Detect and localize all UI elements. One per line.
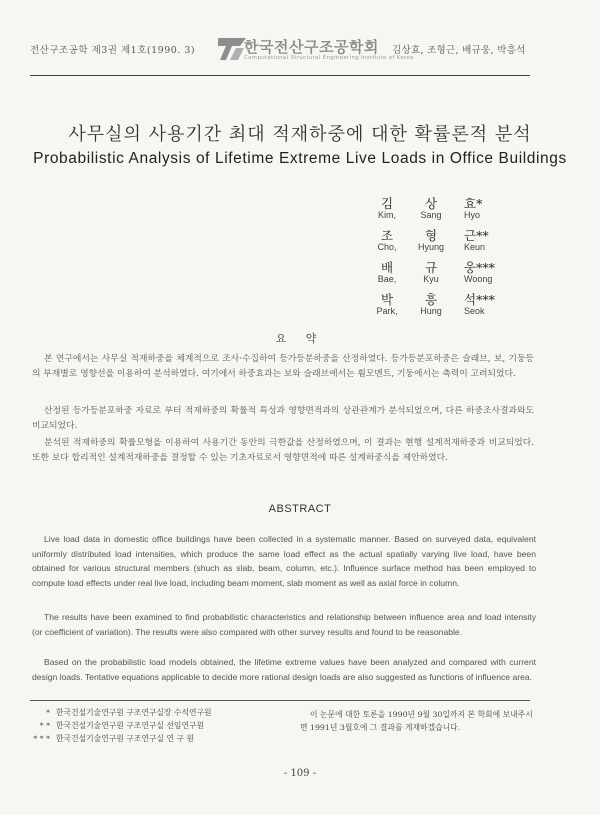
abstract-english-paragraph: Live load data in domestic office buildings have been collected in a systematic manner. Based on surveyed data, equivalent uniformly distributed load intensities, which produce the same load effect as the actual spatially varying live load, have been obtained for various structural members (shuch as slab, beam, column, etc.). Influence surface method has been employed to compute load effects under real live load, including beam moment, slab moment as well as axial force in column. (32, 534, 536, 588)
footnote-text: 한국건설기술연구원 구조연구실 연 구 원 (56, 734, 194, 743)
author-bae (368, 258, 538, 290)
author-name-part: Sang (420, 210, 442, 220)
footnote-rule (30, 700, 530, 701)
author-name-part: 조 (380, 228, 394, 243)
author-name-part: Cho, (377, 242, 397, 252)
society-name: 한국전산구조공학회 (244, 38, 379, 56)
footnote-mark: * * * (33, 734, 50, 743)
author-name-part: Keun (464, 242, 486, 252)
author-name-part: 배 (380, 260, 394, 275)
author-name-part: 효* (464, 196, 483, 211)
author-name-part: Kim, (378, 210, 396, 220)
author-kim (368, 194, 538, 226)
abstract-korean-paragraph: 본 연구에서는 사무실 적재하중을 체계적으로 조사·수집하여 등가등분하중을 산정하였다. 등가등분포하중은 슬래브, 보, 기둥등의 부재별로 영향선을 이용하여 분석하였다. 여기에서 하중효과는 보와 슬래브에서는 휨모멘트, 기둥에서는 축력이 고려되었다. (32, 354, 534, 379)
footnote (30, 732, 270, 745)
author-name-part: 상 (424, 196, 438, 211)
author-name-part: Woong (464, 274, 493, 284)
footnote (30, 706, 270, 719)
footnote-mark: * * (39, 721, 50, 730)
author-name-part: Park, (376, 306, 398, 316)
author-cho (368, 226, 538, 258)
discussion-note: 이 논문에 대한 토론을 1990년 9월 30일까지 본 학회에 보내주시면 1991년 3월호에 그 결과를 게재하겠습니다. (300, 710, 533, 732)
author-name-part: 웅*** (464, 260, 495, 275)
page-header (0, 36, 600, 76)
author-name-part: Hung (420, 306, 442, 316)
author-name-part: 흥 (424, 292, 438, 307)
author-name-part: 규 (424, 260, 438, 275)
author-park (368, 290, 538, 322)
author-list (368, 194, 538, 322)
abstract-korean-paragraph: 산정된 등가등분포하중 자료로 부터 적재하중의 확률적 특성과 영향면적과의 상관관계가 분석되었으며, 다른 하중조사결과와도 비교되었다. (32, 406, 534, 431)
author-name-part: Hyung (417, 242, 444, 252)
author-name-part: 석*** (464, 292, 495, 307)
footnote-mark: * (46, 708, 50, 717)
author-name-part: Kyu (423, 274, 439, 284)
footnote-text: 한국건설기술연구원 구조연구실 선임연구원 (56, 721, 205, 730)
footnote-text: 한국건설기술연구원 구조연구실장 수석연구원 (56, 708, 212, 717)
abstract-korean-heading: 요 약 (275, 332, 325, 345)
title-korean: 사무실의 사용기간 최대 적재하중에 대한 확률론적 분석 (68, 124, 532, 145)
page-number: - 109 - (283, 768, 317, 779)
footnotes (30, 706, 270, 745)
abstract-english-paragraph: The results have been examined to find probabilistic characteristics and relationship between influence area and load intensity (or coefficient of variation). The results were also compared with other survey results and found to be reasonable. (32, 612, 536, 637)
author-name-part: 형 (424, 228, 438, 243)
title-english: Probabilistic Analysis of Lifetime Extreme Live Loads in Office Buildings (33, 150, 567, 167)
author-name-part: 박 (380, 292, 394, 307)
society-name-english: Computational Structural Engineering Institute of Korea (244, 55, 414, 61)
author-name-part: Hyo (464, 210, 481, 220)
author-name-part: Bae, (377, 274, 397, 284)
footnote (30, 719, 270, 732)
author-name-part: Seok (464, 306, 485, 316)
abstract-english-heading: ABSTRACT (268, 503, 332, 515)
header-rule (30, 75, 530, 76)
author-name-part: 근** (464, 228, 489, 243)
abstract-korean-paragraph: 분석된 적재하중의 확률모형을 이용하여 사용기간 동안의 극한값을 산정하였으며, 이 결과는 현행 설계적재하중과 비교되었다. 또한 보다 합리적인 설계적재하중을 결정할 수 있는 기초자료로서 영향면적에 따른 설계하중식을 제안하였다. (32, 438, 534, 463)
author-name-part: 김 (380, 196, 394, 211)
journal-reference: 전산구조공학 제3권 제1호(1990. 3) (30, 45, 196, 56)
header-authors: 김상효, 조형근, 배규웅, 박흥석 (392, 45, 526, 56)
abstract-english-paragraph: Based on the probabilistic load models obtained, the lifetime extreme values have been analyzed and compared with current design loads. Tentative equations applicable to decide more rational design loads are also suggested as functions of influence area. (32, 657, 536, 682)
